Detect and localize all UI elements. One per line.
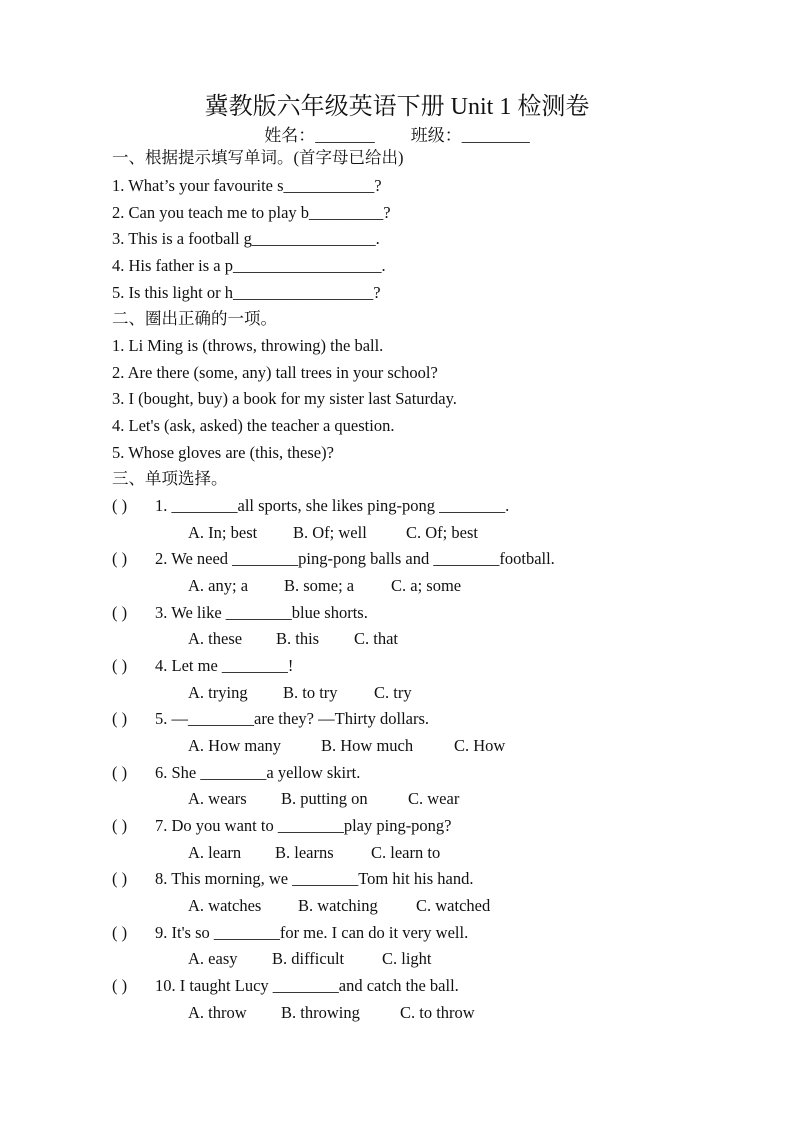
answer-blank: ( ) xyxy=(112,656,128,675)
question-10: 10. I taught Lucy ________and catch the ball. xyxy=(155,976,459,995)
question-3-options xyxy=(188,628,398,650)
option-c: C. a; some xyxy=(391,576,462,595)
part1-item-2: 2. Can you teach me to play b_________? xyxy=(112,203,391,222)
part3-heading: 三、单项选择。 xyxy=(112,469,228,488)
answer-blank: ( ) xyxy=(112,763,128,782)
question-9: 9. It's so ________for me. I can do it very well. xyxy=(155,923,469,942)
option-a: A. these xyxy=(188,629,243,648)
student-info-line xyxy=(0,121,794,146)
option-a: A. watches xyxy=(188,896,262,915)
option-c: C. light xyxy=(382,949,432,968)
option-a: A. easy xyxy=(188,949,238,968)
question-10-options xyxy=(188,1002,475,1024)
option-a: A. trying xyxy=(188,683,248,702)
question-5-options xyxy=(188,735,505,757)
part2-item-1: 1. Li Ming is (throws, throwing) the ball. xyxy=(112,336,384,355)
question-7-options xyxy=(188,842,440,864)
option-c: C. How xyxy=(454,736,506,755)
answer-blank: ( ) xyxy=(112,549,128,568)
question-2-options xyxy=(188,575,461,597)
part2-item-3: 3. I (bought, buy) a book for my sister last Saturday. xyxy=(112,389,457,408)
question-9-options xyxy=(188,948,432,970)
option-c: C. to throw xyxy=(400,1003,475,1022)
question-6-options xyxy=(188,788,459,810)
option-b: B. some; a xyxy=(284,576,355,595)
question-1-options xyxy=(188,522,478,544)
part1-heading: 一、根据提示填写单词。(首字母已给出) xyxy=(112,148,404,167)
option-c: C. that xyxy=(354,629,398,648)
option-b: B. How much xyxy=(321,736,414,755)
question-8: 8. This morning, we ________Tom hit his hand. xyxy=(155,869,474,888)
option-b: B. difficult xyxy=(272,949,345,968)
part1-item-3: 3. This is a football g_______________. xyxy=(112,229,380,248)
question-6: 6. She ________a yellow skirt. xyxy=(155,763,361,782)
option-a: A. How many xyxy=(188,736,282,755)
option-a: A. throw xyxy=(188,1003,247,1022)
question-3: 3. We like ________blue shorts. xyxy=(155,603,368,622)
option-b: B. Of; well xyxy=(293,523,367,542)
answer-blank: ( ) xyxy=(112,869,128,888)
option-c: C. watched xyxy=(416,896,491,915)
option-c: C. wear xyxy=(408,789,460,808)
option-a: A. In; best xyxy=(188,523,258,542)
answer-blank: ( ) xyxy=(112,496,128,515)
part1-item-5: 5. Is this light or h_________________? xyxy=(112,283,381,302)
option-a: A. wears xyxy=(188,789,247,808)
question-2: 2. We need ________ping-pong balls and ________football. xyxy=(155,549,555,568)
part1-item-4: 4. His father is a p__________________. xyxy=(112,256,386,275)
answer-blank: ( ) xyxy=(112,976,128,995)
part2-item-2: 2. Are there (some, any) tall trees in your school? xyxy=(112,363,438,382)
answer-blank: ( ) xyxy=(112,816,128,835)
option-b: B. this xyxy=(276,629,320,648)
part2-heading: 二、圈出正确的一项。 xyxy=(112,309,277,328)
question-4: 4. Let me ________! xyxy=(155,656,294,675)
question-4-options xyxy=(188,682,412,704)
option-a: A. learn xyxy=(188,843,242,862)
part2-item-4: 4. Let's (ask, asked) the teacher a question. xyxy=(112,416,395,435)
question-7: 7. Do you want to ________play ping-pong? xyxy=(155,816,452,835)
part1-item-1: 1. What’s your favourite s___________? xyxy=(112,176,382,195)
option-b: B. to try xyxy=(283,683,338,702)
question-8-options xyxy=(188,895,490,917)
option-b: B. watching xyxy=(298,896,378,915)
option-c: C. learn to xyxy=(371,843,441,862)
part2-item-5: 5. Whose gloves are (this, these)? xyxy=(112,443,334,462)
class-field: 班级：________ xyxy=(410,126,530,145)
question-5: 5. —________are they? —Thirty dollars. xyxy=(155,709,430,728)
option-c: C. try xyxy=(374,683,412,702)
option-b: B. learns xyxy=(275,843,334,862)
option-b: B. throwing xyxy=(281,1003,360,1022)
answer-blank: ( ) xyxy=(112,603,128,622)
option-b: B. putting on xyxy=(281,789,368,808)
page-title: 冀教版六年级英语下册 Unit 1 检测卷 xyxy=(204,94,590,120)
name-field: 姓名：_______ xyxy=(264,126,375,145)
answer-blank: ( ) xyxy=(112,923,128,942)
question-1: 1. ________all sports, she likes ping-pong ________. xyxy=(155,496,510,515)
answer-blank: ( ) xyxy=(112,709,128,728)
option-a: A. any; a xyxy=(188,576,249,595)
option-c: C. Of; best xyxy=(406,523,478,542)
